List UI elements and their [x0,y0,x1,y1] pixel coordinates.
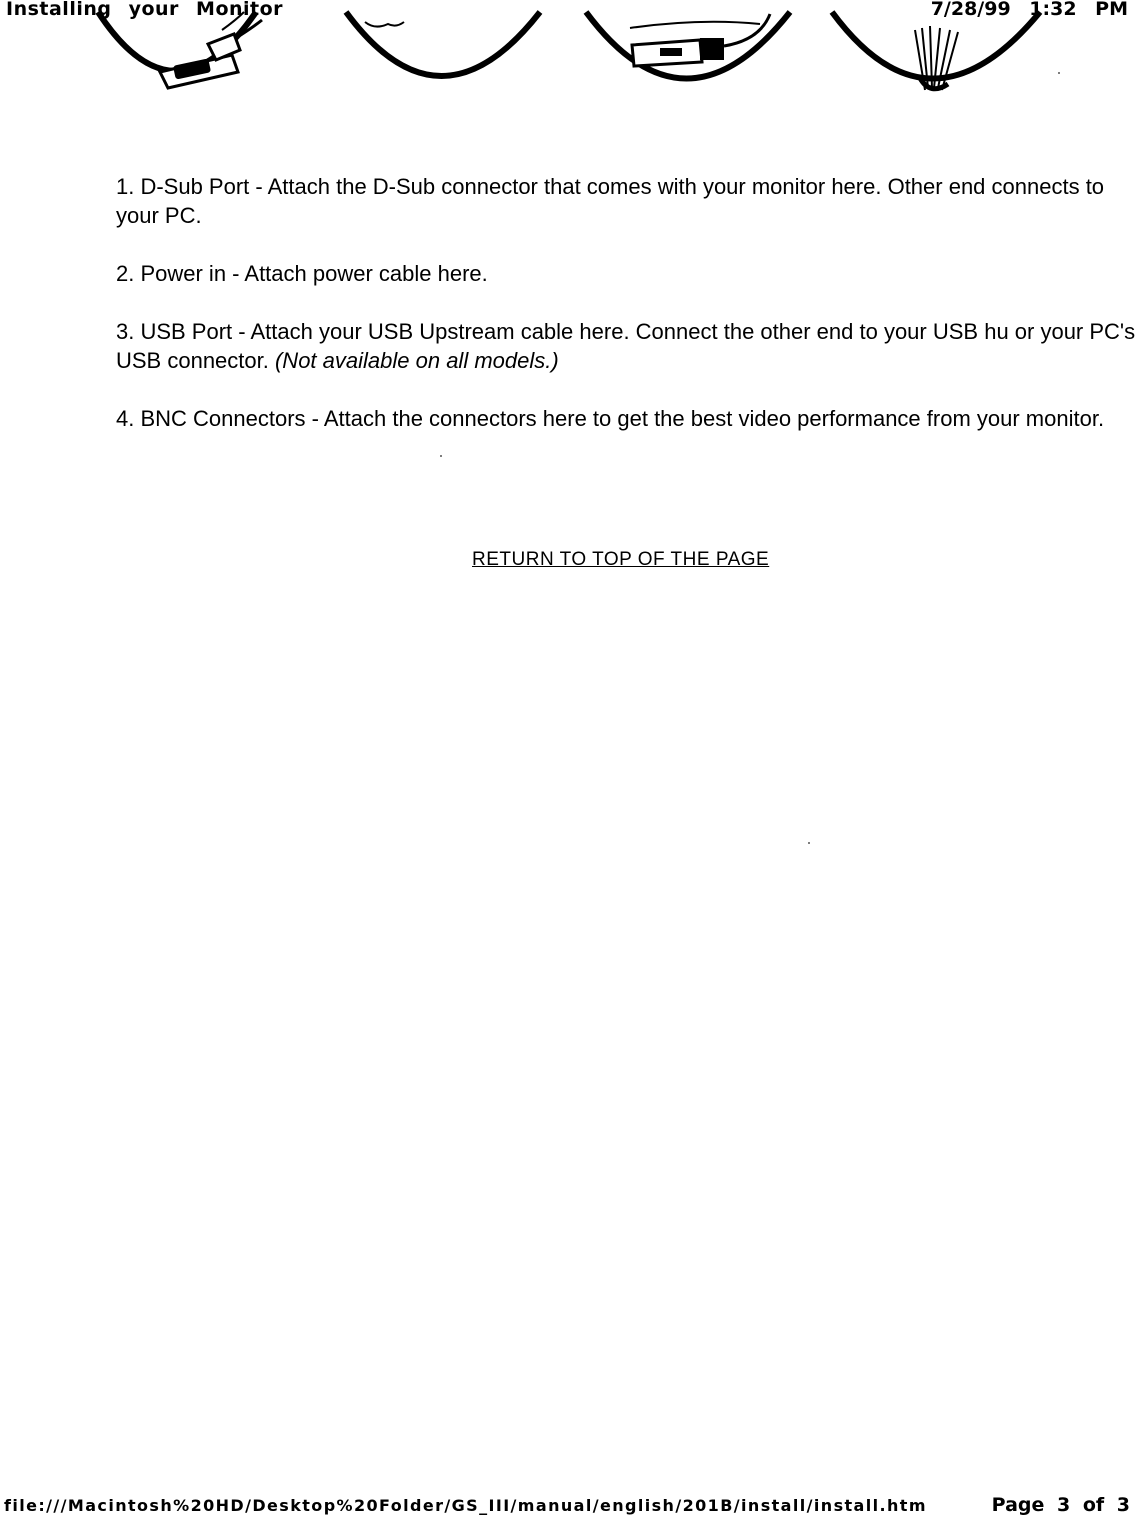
instruction-text: 1. D-Sub Port - Attach the D-Sub connector that comes with your monitor here. Other end connects to your PC. [116,174,1105,228]
bnc-connectors-icon [832,12,1040,90]
instruction-text: 4. BNC Connectors - Attach the connectors here to get the best video performance from your monitor. [116,406,1105,431]
power-cable-icon [346,12,540,76]
page-header-datetime: 7/28/99 1:32 PM [930,0,1128,20]
scan-speck [440,455,442,457]
footer-file-path: file:///Macintosh%20HD/Desktop%20Folder/GS_III/manual/english/201B/install/install.htm [4,1496,927,1515]
page-header-title: Installing your Monitor [6,0,284,20]
scan-speck [808,842,810,844]
instruction-item-usb [116,317,1140,375]
footer-page-number: Page 3 of 3 [991,1494,1130,1516]
instruction-item-dsub [116,172,1140,230]
scan-speck [1058,72,1060,74]
connector-instructions [116,172,1140,462]
return-to-top-link[interactable]: RETURN TO TOP OF THE PAGE [472,549,770,570]
instruction-text: 3. USB Port - Attach your USB Upstream cable here. Connect the other end to your USB hu or your PC's USB connector. [116,319,1136,373]
d-sub-connector-icon [98,12,262,88]
instruction-text: 2. Power in - Attach power cable here. [116,261,488,286]
availability-note: (Not available on all models.) [274,348,559,373]
instruction-item-power [116,259,1140,288]
instruction-item-bnc [116,404,1140,433]
usb-cable-icon [586,12,790,79]
